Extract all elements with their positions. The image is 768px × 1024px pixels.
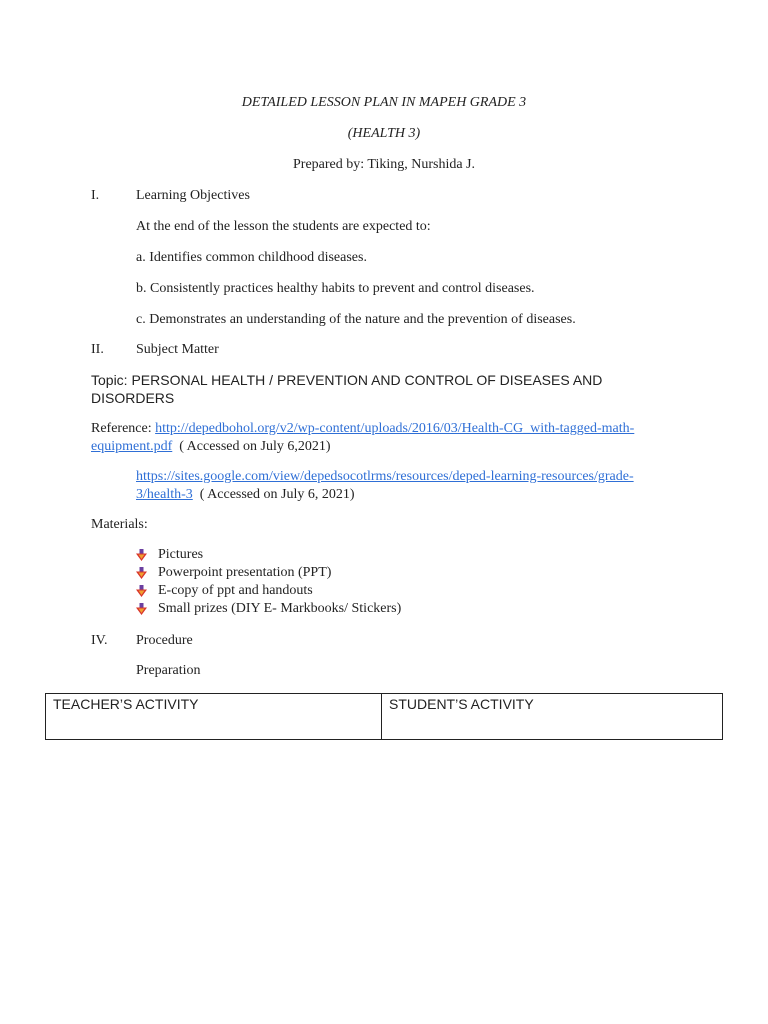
teacher-activity-header: TEACHER’S ACTIVITY <box>46 694 382 740</box>
arrow-down-bullet-icon <box>136 567 147 579</box>
section-heading-procedure: Procedure <box>136 633 193 648</box>
material-item-label: E-copy of ppt and handouts <box>158 583 313 598</box>
reference2-line <box>136 468 634 486</box>
objective-item: a. Identifies common childhood diseases. <box>136 250 367 265</box>
table-row <box>46 694 723 740</box>
objective-item: c. Demonstrates an understanding of the nature and the prevention of diseases. <box>136 312 576 327</box>
procedure-subheading: Preparation <box>136 663 201 678</box>
reference-accessed: ( Accessed on July 6,2021) <box>172 439 331 454</box>
section-heading-objectives: Learning Objectives <box>136 188 250 203</box>
reference-link-continued[interactable]: equipment.pdf <box>91 439 173 454</box>
objectives-intro: At the end of the lesson the students are expected to: <box>136 219 431 234</box>
student-activity-header: STUDENT’S ACTIVITY <box>382 694 723 740</box>
reference-line <box>91 420 634 438</box>
reference2-accessed: ( Accessed on July 6, 2021) <box>192 487 355 502</box>
arrow-down-bullet-icon <box>136 585 147 597</box>
topic-line: Topic: PERSONAL HEALTH / PREVENTION AND CONTROL OF DISEASES AND <box>91 372 603 388</box>
section-number-procedure: IV. <box>91 633 108 648</box>
objective-item: b. Consistently practices healthy habits to prevent and control diseases. <box>136 281 535 296</box>
reference-line <box>91 438 331 456</box>
reference2-link-continued[interactable]: 3/health-3 <box>136 487 193 502</box>
arrow-down-bullet-icon <box>136 549 147 561</box>
material-item-label: Pictures <box>158 547 204 562</box>
prepared-by: Prepared by: Tiking, Nurshida J. <box>293 157 475 172</box>
activity-table <box>45 693 723 740</box>
material-item-label: Small prizes (DIY E- Markbooks/ Stickers) <box>158 601 402 616</box>
material-item-label: Powerpoint presentation (PPT) <box>158 565 332 580</box>
arrow-down-bullet-icon <box>136 603 147 615</box>
materials-list <box>136 546 401 618</box>
list-item <box>136 564 401 582</box>
materials-label: Materials: <box>91 517 148 532</box>
document-subtitle: (HEALTH 3) <box>347 126 421 141</box>
reference2-link[interactable]: https://sites.google.com/view/depedsocotlrms/resources/deped-learning-resources/grade- <box>136 469 634 484</box>
reference-label: Reference: <box>91 421 156 436</box>
list-item <box>136 546 401 564</box>
reference2-line <box>136 486 355 504</box>
section-heading-subject: Subject Matter <box>136 342 219 357</box>
topic-line: DISORDERS <box>91 390 175 406</box>
section-number-subject: II. <box>91 342 104 357</box>
reference-link[interactable]: http://depedbohol.org/v2/wp-content/uploads/2016/03/Health-CG_with-tagged-math- <box>155 421 635 436</box>
section-number-objectives: I. <box>91 188 100 203</box>
list-item <box>136 600 401 618</box>
list-item <box>136 582 401 600</box>
document-title: DETAILED LESSON PLAN IN MAPEH GRADE 3 <box>241 95 527 110</box>
